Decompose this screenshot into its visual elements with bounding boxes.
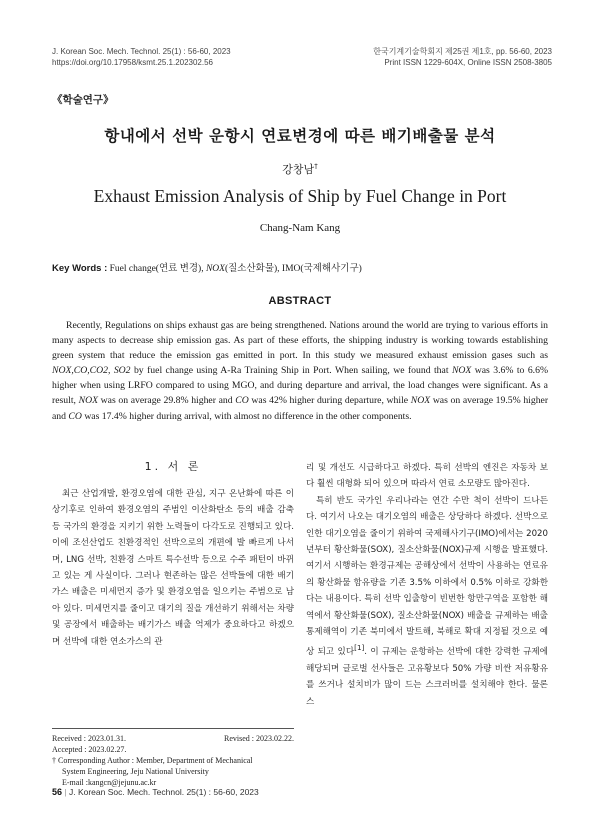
author-korean — [0, 161, 600, 177]
revised-date: Revised : 2023.02.22. — [224, 734, 294, 743]
abstract-text: was on average 19.5% higher and — [52, 395, 549, 422]
abstract-math: NOX — [78, 395, 98, 407]
citation-ref[interactable]: [1] — [354, 643, 365, 653]
title-english: Exhaust Emission Analysis of Ship by Fuel Change in Port — [93, 186, 507, 206]
abstract-body — [52, 318, 548, 424]
body-column-right — [306, 460, 548, 710]
abstract-text: by fuel change using A-Ra Training Ship in Port. When sailing, we found that — [133, 365, 449, 377]
abstract-math: NOX,CO,CO2, SO2 — [52, 365, 131, 377]
issn-info: Print ISSN 1229-604X, Online ISSN 2508-3805 — [384, 58, 552, 67]
intro-paragraph-1: 최근 산업개발, 환경오염에 대한 관심, 지구 온난화에 따른 이상기후로 인하여 환경오염의 주범인 이산화탄소 등의 배출 감축 등 국가의 환경을 지키기 위한 노력들이 다각도로 진행되고 있다. 이에 조선산업도 친환경적인 선박으로의 개편에 발 빠르게 나서며, LNG 선박, 친환경 스마트 특수선박 등으로 수주 패턴이 바뀌고 있는 게 사실이다. 그러나 현존하는 많은 선박들에 대한 배기가스 배출은 미세먼지 증가 및 환경오염을 일으키는 주범으로 남아 있다. 미세먼지를 줄이고 대기의 질을 개선하기 위해서는 차량 및 공장에서 배출하는 배기가스 배출 억제가 중요하다고 하겠으며 선박에 대한 연소가스의 관 — [52, 489, 294, 647]
page-number: 56 — [52, 787, 63, 797]
abstract-math: NOX — [451, 365, 472, 377]
paragraph-text: . 이 규제는 운항하는 선박에 대한 강력한 규제에 해당되며 글로벌 선사들은 고유황보다 50% 가량 비싼 저유황유를 쓰거나 설치비가 많이 드는 스크러버를 설치해야 한다. 물론 스 — [306, 647, 548, 707]
paragraph-text: 특히 반도 국가인 우리나라는 연간 수만 척이 선박이 드나든다. 여기서 나오는 대기오염의 배출은 상당하다 하겠다. 선박으로 인한 대기오염을 줄이기 위하여 국제해사기구(IMO)에서는 2020년부터 황산화물(SOX), 질소산화물(NOX)규제 시행을 발표했다. 여기서 시행하는 환경규제는 공해상에서 선박이 사용하는 연료유의 황산화물 함유량을 기존 3.5% 이하에서 0.5% 이하로 강화한다는 내용이다. 특히 선박 입출항이 빈번한 항만구역을 포함한 해역에서 황산화물(SOX), 질소산화물(NOX) 배출을 규제하는 배출통제해역이 기존 북미에서 발트해, 북해로 확대 지정될 것으로 예상 되고 있다 — [306, 495, 548, 658]
abstract-math: CO — [68, 410, 82, 422]
keyword-fuel-change: Fuel change(연료 변경), — [109, 264, 204, 274]
abstract-heading: ABSTRACT — [268, 295, 332, 307]
abstract-text: was 17.4% higher during arrival, with almost no difference in the other components. — [84, 410, 412, 422]
corresponding-mark: † — [314, 162, 318, 171]
title-korean: 항내에서 선박 운항시 연료변경에 따른 배기배출물 분석 — [104, 127, 496, 145]
body-column-left — [52, 486, 294, 650]
footnote-divider — [52, 728, 294, 729]
footnotes — [52, 733, 294, 788]
page-footer: 56 | J. Korean Soc. Mech. Technol. 25(1) : 56-60, 2023 — [52, 787, 259, 797]
abstract-text: was on average 29.8% higher and — [100, 395, 233, 407]
accepted-date: Accepted : 2023.02.27. — [52, 745, 127, 754]
author-name-ko: 강창남 — [282, 163, 315, 176]
keyword-nox: NOX — [205, 264, 225, 274]
keyword-rest: (질소산화물), IMO(국제해사기구) — [224, 264, 362, 274]
section-heading-introduction: 1. 서 론 — [144, 460, 202, 473]
keywords-label: Key Words : — [52, 263, 108, 274]
corresponding-author: † Corresponding Author : Member, Department of Mechanical — [52, 756, 253, 765]
section-tag: 《학술연구》 — [52, 94, 114, 106]
intro-paragraph-2 — [306, 493, 548, 710]
abstract-text: was 42% higher during departure, while — [251, 395, 409, 407]
affiliation: System Engineering, Jeju National University — [62, 767, 209, 776]
received-date: Received : 2023.01.31. — [52, 734, 126, 743]
abstract-math: NOX — [410, 395, 431, 407]
abstract-text: was 3.6% to 6.6% higher when using LRFO compared to using MGO, and during departure and arrival, the load changes were significant. As a result, — [52, 365, 549, 407]
footer-citation: J. Korean Soc. Mech. Technol. 25(1) : 56-60, 2023 — [68, 787, 259, 797]
author-english: Chang-Nam Kang — [259, 222, 341, 234]
abstract-text: Recently, Regulations on ships exhaust gas are being strengthened. Nations around the world are trying to various efforts in many aspects to decrease ship emission gas. As part of these efforts, the shipping industry is working towards establishing green system that reduce the emission gas emitted in port. In this study we measured exhaust emission gases such as — [52, 320, 548, 362]
abstract-math: CO — [235, 395, 249, 407]
doi-link[interactable]: https://doi.org/10.17958/ksmt.25.1.202302.56 — [52, 58, 214, 67]
email[interactable]: E-mail :kangcn@jejunu.ac.kr — [62, 778, 157, 787]
journal-citation-ko: 한국기계기술학회지 제25권 제1호, pp. 56-60, 2023 — [373, 47, 552, 56]
keywords — [52, 260, 362, 274]
journal-citation: J. Korean Soc. Mech. Technol. 25(1) : 56-60, 2023 — [52, 47, 231, 56]
intro-paragraph-1-continued: 리 및 개선도 시급하다고 하겠다. 특히 선박의 엔진은 자동차 보다 훨씬 대형화 되어 있으며 따라서 연료 소모량도 많아진다. — [306, 463, 548, 490]
